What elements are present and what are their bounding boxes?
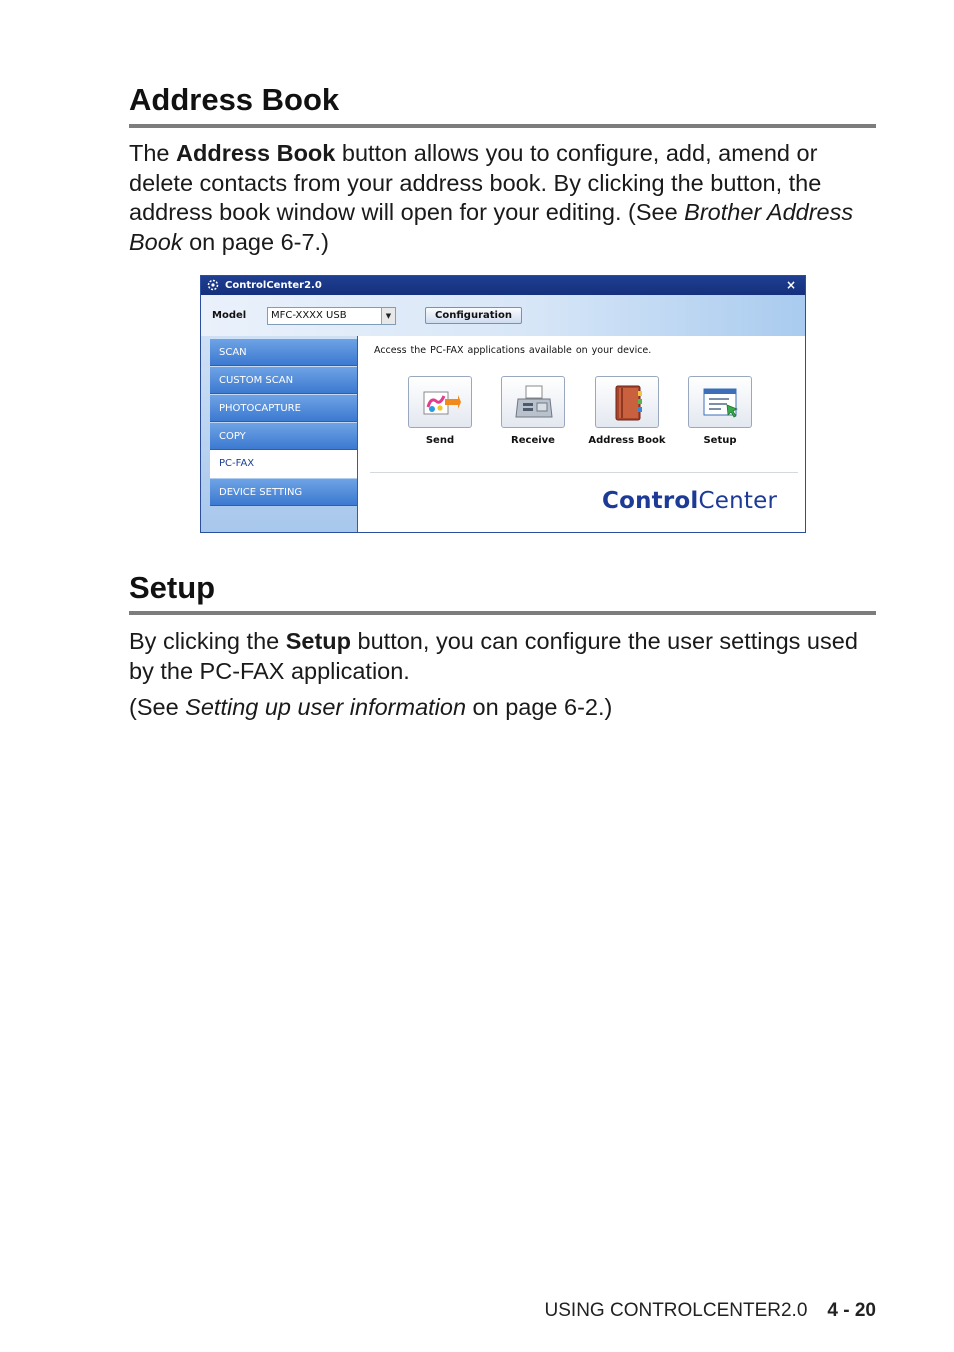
window-title: ControlCenter2.0	[225, 280, 322, 291]
address-book-label: Address Book	[588, 435, 666, 446]
setup-description	[129, 627, 879, 686]
address-book-icon	[608, 383, 648, 423]
app-icon	[207, 279, 219, 291]
section-heading-address-book: Address Book	[129, 82, 340, 117]
panel-prompt: Access the PC-FAX applications available on your device.	[374, 345, 652, 356]
sidebar	[201, 336, 358, 533]
chapter-title: USING CONTROLCENTER2.0	[544, 1300, 808, 1321]
setup-label: Setup	[703, 435, 737, 446]
sidebar-item-photocapture[interactable]: PHOTOCAPTURE	[210, 395, 358, 422]
chevron-down-icon[interactable]: ▼	[381, 308, 395, 324]
heading-rule	[129, 611, 876, 615]
pcfax-panel	[358, 336, 805, 533]
bold-term: Setup	[285, 628, 352, 654]
model-select[interactable]	[267, 307, 396, 325]
setup-cross-reference	[129, 693, 879, 723]
cross-reference: Setting up user information	[185, 694, 467, 720]
logo-text-bold: Control	[602, 488, 699, 514]
address-book-description	[129, 139, 879, 257]
section-heading-setup: Setup	[129, 570, 216, 605]
sidebar-item-pc-fax[interactable]: PC-FAX	[210, 450, 358, 478]
sidebar-item-device-setting[interactable]: DEVICE SETTING	[210, 479, 358, 506]
address-book-button[interactable]	[595, 376, 659, 428]
panel-divider	[370, 472, 798, 473]
receive-button[interactable]	[501, 376, 565, 428]
controlcenter-logo	[602, 488, 777, 514]
model-toolbar	[201, 295, 805, 336]
close-icon[interactable]: ×	[785, 278, 796, 292]
page-footer	[545, 1300, 876, 1322]
text-span: (See	[129, 694, 186, 720]
model-label: Model	[212, 310, 247, 321]
fax-machine-icon	[514, 383, 554, 423]
send-fax-icon	[421, 383, 461, 423]
text-span: on page 6-7.)	[182, 228, 329, 255]
cross-reference: Brother Address Book	[129, 199, 854, 255]
text-span: button allows you to configure, add, amend or delete contacts from your address book. By clicking the button, the address book window will open for your editing. (See	[129, 140, 822, 226]
text-span: The	[129, 140, 177, 166]
text-span: button, you can configure the user settings used by the PC-FAX application.	[129, 628, 858, 684]
send-button[interactable]	[408, 376, 472, 428]
configuration-button[interactable]: Configuration	[425, 307, 522, 324]
heading-rule	[129, 124, 876, 128]
sidebar-item-scan[interactable]: SCAN	[210, 339, 358, 366]
sidebar-item-copy[interactable]: COPY	[210, 423, 358, 450]
window-titlebar	[201, 276, 805, 295]
send-label: Send	[425, 435, 455, 446]
text-span: By clicking the	[129, 628, 286, 654]
page-number: 4 - 20	[827, 1300, 876, 1321]
receive-label: Receive	[511, 435, 555, 446]
model-select-value: MFC-XXXX USB	[271, 310, 347, 321]
bold-term: Address Book	[176, 140, 336, 166]
text-span: on page 6-2.)	[466, 694, 613, 720]
sidebar-item-custom-scan[interactable]: CUSTOM SCAN	[210, 367, 358, 394]
setup-icon	[701, 383, 741, 423]
controlcenter-window	[200, 275, 806, 533]
setup-button[interactable]	[688, 376, 752, 428]
logo-text-light: Center	[698, 488, 778, 514]
